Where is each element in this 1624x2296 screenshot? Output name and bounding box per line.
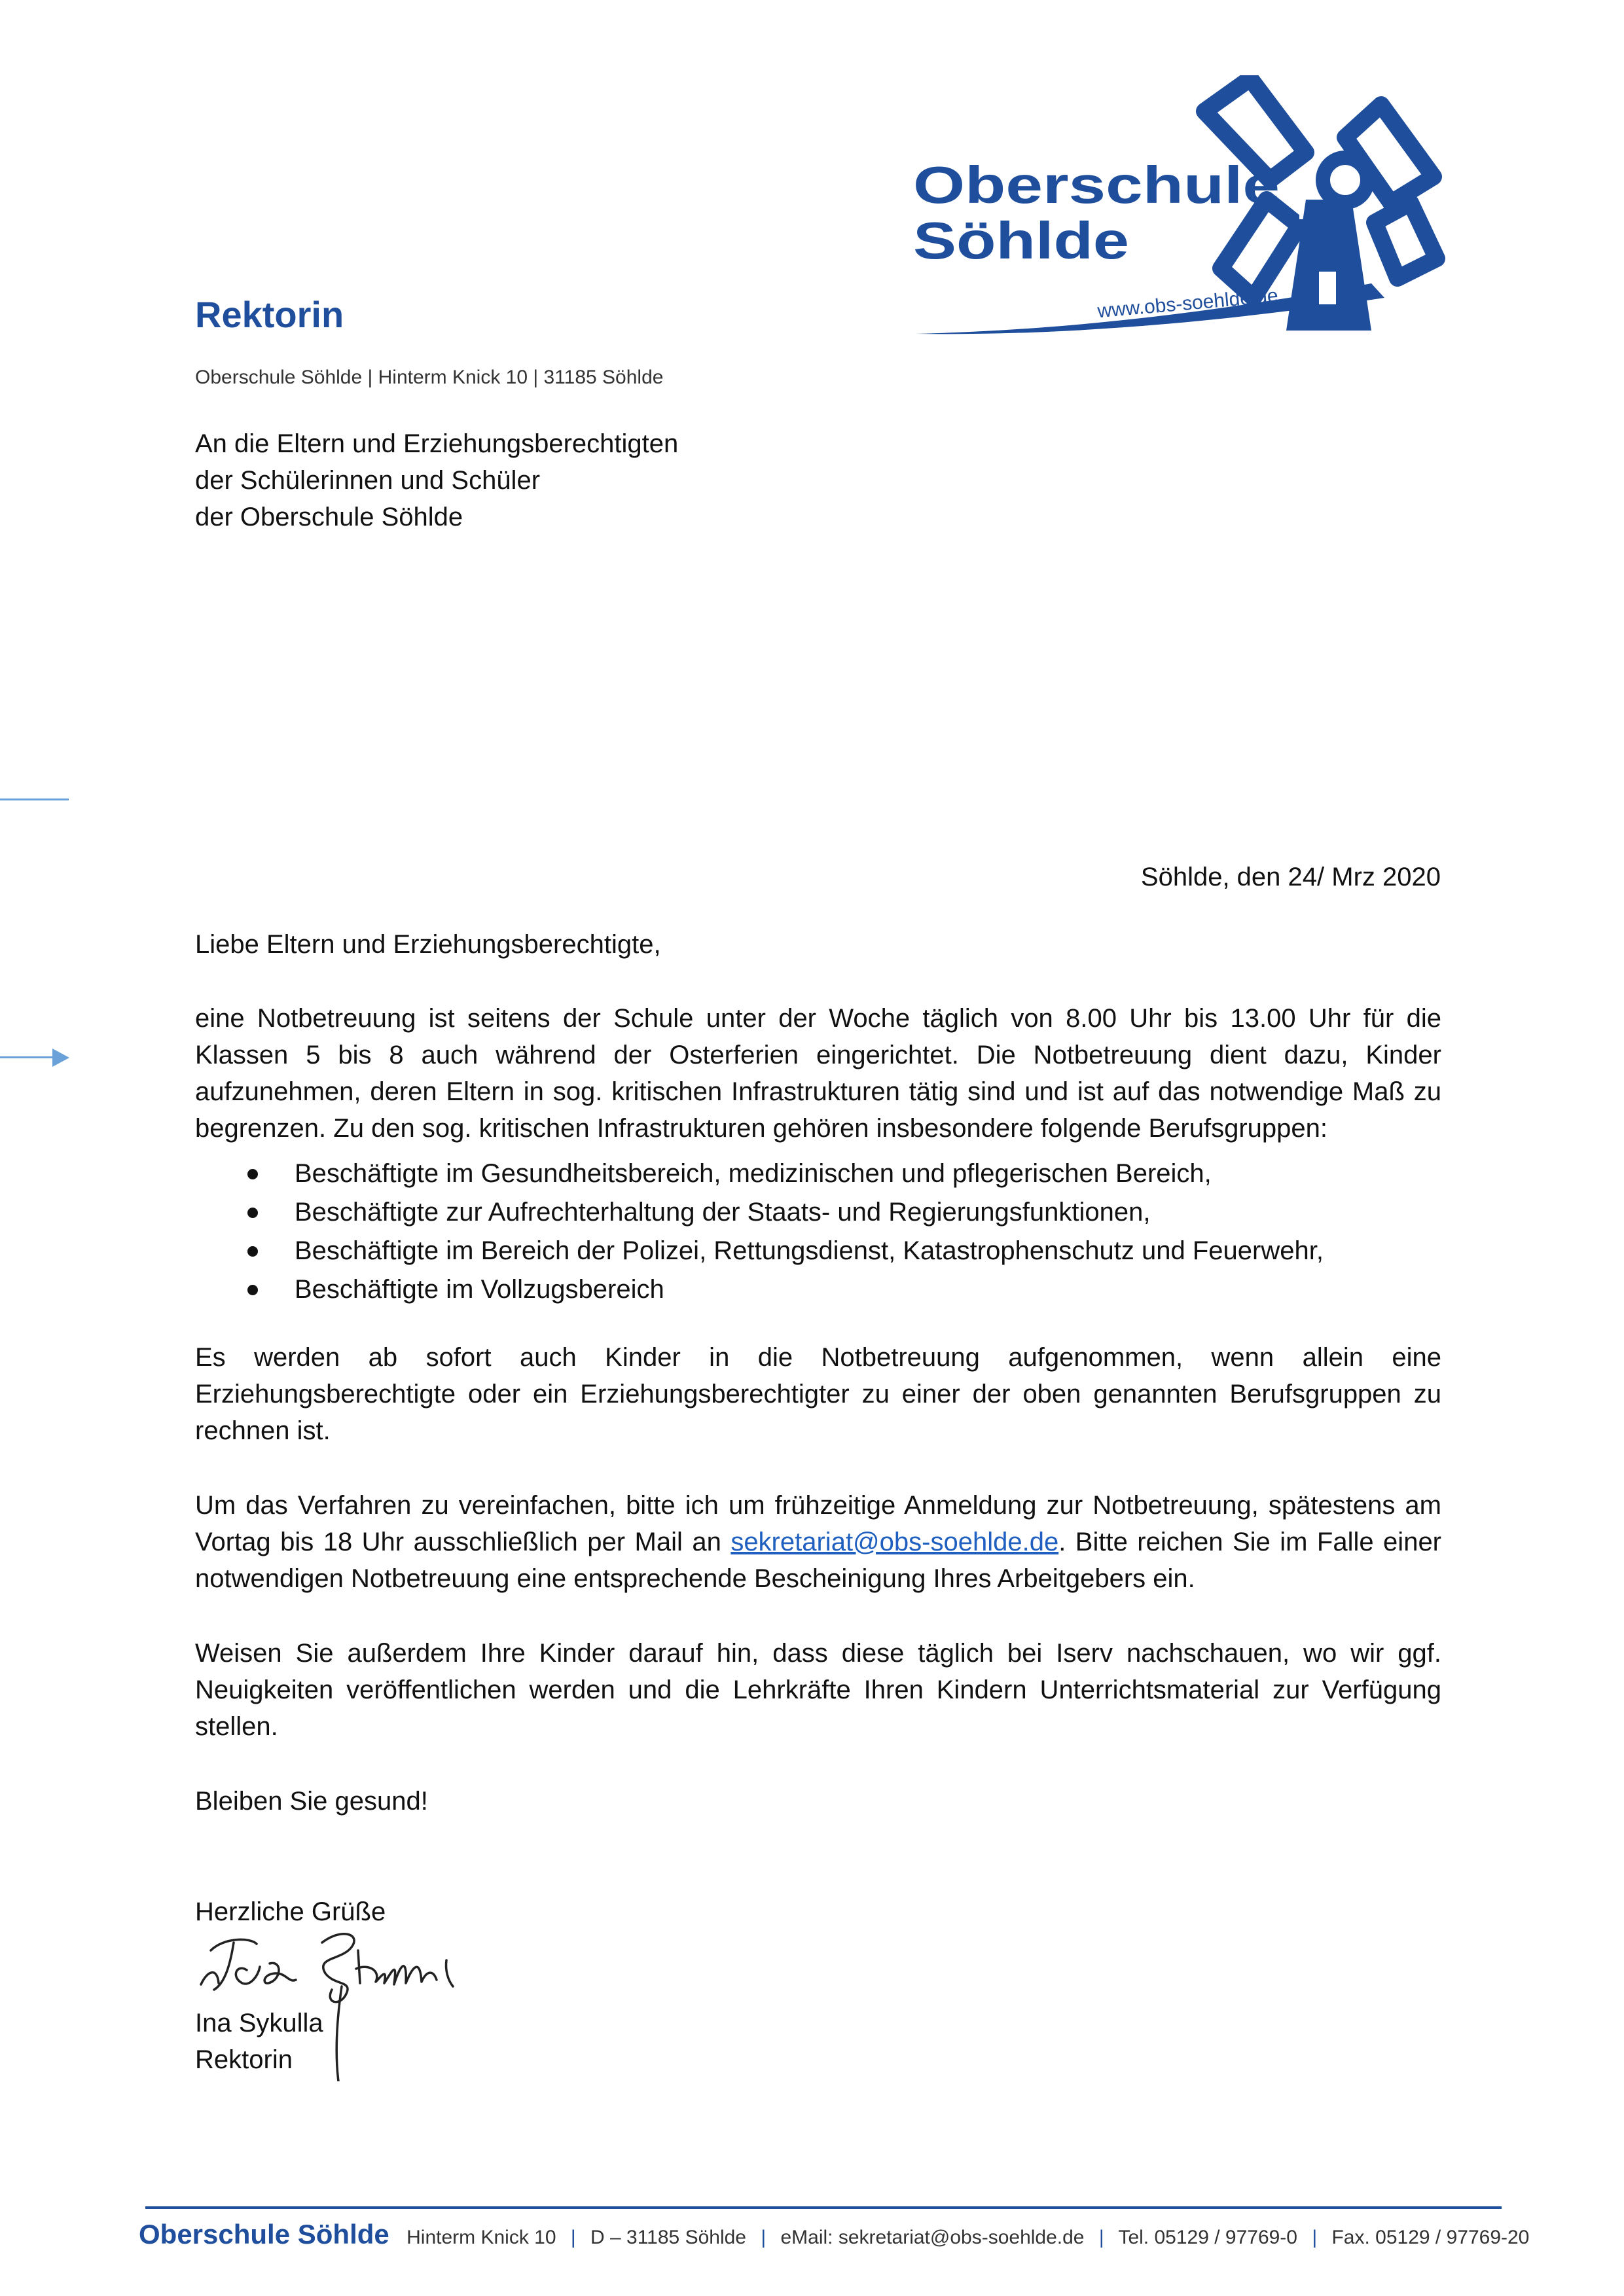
sender-address-line: Oberschule Söhlde | Hinterm Knick 10 | 31185 Söhlde	[195, 367, 664, 388]
logo-line1: Oberschule	[913, 156, 1280, 214]
footer-brand: Oberschule Söhlde	[139, 2219, 389, 2250]
logo-url: www.obs-soehlde.de	[1096, 285, 1279, 323]
punch-mark	[0, 1056, 54, 1058]
paragraph-5: Bleiben Sie gesund!	[195, 1787, 428, 1816]
bullet-icon	[247, 1169, 258, 1179]
list-item: Beschäftigte im Vollzugsbereich	[195, 1270, 1441, 1309]
letterhead-title: Rektorin	[195, 294, 344, 335]
signature-name: Ina Sykulla	[195, 2009, 323, 2037]
list-item: Beschäftigte im Bereich der Polizei, Rettungsdienst, Katastrophenschutz und Feuerwehr,	[195, 1232, 1441, 1270]
footer-tel: Tel. 05129 / 97769-0	[1118, 2227, 1297, 2248]
bullet-icon	[247, 1246, 258, 1257]
recipient-line: der Schülerinnen und Schüler	[195, 466, 541, 495]
footer-separator: |	[570, 2227, 576, 2248]
logo-line2: Söhlde	[913, 211, 1129, 270]
recipient-address	[195, 425, 678, 535]
footer-fax: Fax. 05129 / 97769-20	[1331, 2227, 1530, 2248]
bullet-icon	[247, 1285, 258, 1295]
paragraph-1: eine Notbetreuung ist seitens der Schule unter der Woche täglich von 8.00 Uhr bis 13.00 Uhr für die Klassen 5 bis 8 auch während der Osterferien eingerichtet. Die Notbetreuung dient dazu, Kinder aufzunehmen, deren Eltern in sog. kritischen Infrastrukturen tätig sind und ist auf das notwendige Maß zu begrenzen. Zu den sog. kritischen Infrastrukturen gehören insbesondere folgende Berufsgruppen:	[195, 1004, 1441, 1143]
letter-date: Söhlde, den 24/ Mrz 2020	[1140, 863, 1441, 891]
paragraph-2: Es werden ab sofort auch Kinder in die Notbetreuung aufgenommen, wenn allein eine Erziehungsberechtigte oder ein Erziehungsberechtigter zu einer der oben genannten Berufsgruppen zu rechnen ist.	[195, 1343, 1441, 1445]
closing: Herzliche Grüße	[195, 1897, 386, 1926]
signature-role: Rektorin	[195, 2045, 293, 2074]
school-logo	[913, 75, 1456, 337]
footer-city: D – 31185 Söhlde	[590, 2227, 746, 2248]
paragraph-3: Um das Verfahren zu vereinfachen, bitte ich um frühzeitige Anmeldung zur Notbetreuung, spätestens am Vortag bis 18 Uhr ausschließlich per Mail an sekretariat@obs-soehlde.de. Bitte reichen Sie im Falle einer notwendigen Notbetreuung eine entsprechende Bescheinigung Ihres Arbeitgebers ein.	[195, 1491, 1442, 1593]
recipient-line: der Oberschule Söhlde	[195, 503, 463, 531]
email-link[interactable]: sekretariat@obs-soehlde.de	[731, 1528, 1059, 1556]
occupation-list	[195, 1155, 1441, 1309]
windmill-hub	[1323, 158, 1367, 202]
footer-separator: |	[761, 2227, 767, 2248]
bullet-icon	[247, 1208, 258, 1218]
list-item: Beschäftigte zur Aufrechterhaltung der Staats- und Regierungsfunktionen,	[195, 1193, 1441, 1232]
recipient-line: An die Eltern und Erziehungsberechtigten	[195, 429, 679, 458]
footer-email: eMail: sekretariat@obs-soehlde.de	[780, 2227, 1085, 2248]
punch-mark-arrow-icon	[52, 1049, 69, 1067]
list-item: Beschäftigte im Gesundheitsbereich, medizinischen und pflegerischen Bereich,	[195, 1155, 1441, 1193]
footer-separator: |	[1098, 2227, 1104, 2248]
footer	[139, 2219, 1529, 2250]
footer-address: Hinterm Knick 10	[406, 2227, 556, 2248]
salutation: Liebe Eltern und Erziehungsberechtigte,	[195, 930, 661, 959]
fold-mark	[0, 798, 69, 800]
footer-separator: |	[1312, 2227, 1318, 2248]
paragraph-4: Weisen Sie außerdem Ihre Kinder darauf hin, dass diese täglich bei Iserv nachschauen, wo wir ggf. Neuigkeiten veröffentlichen werden und die Lehrkräfte Ihren Kindern Unterrichtsmaterial zur Verfügung stellen.	[195, 1639, 1441, 1741]
footer-divider	[145, 2206, 1502, 2209]
